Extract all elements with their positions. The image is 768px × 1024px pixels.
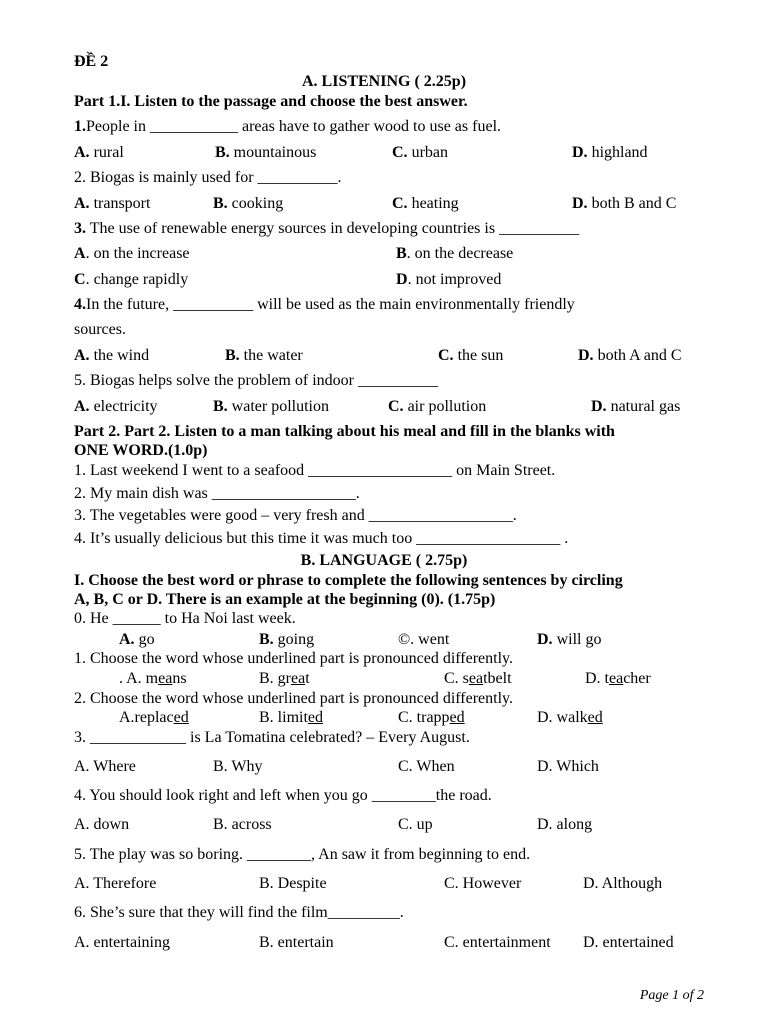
question-1: 1.People in ___________ areas have to gather wood to use as fuel.	[74, 118, 502, 135]
question-3: 3. The use of renewable energy sources in developing countries is __________	[74, 220, 580, 237]
l5-option-c: C. However	[444, 875, 522, 892]
page-number: Page 1 of 2	[639, 988, 704, 1003]
q0-option-b: B. going	[259, 631, 315, 648]
l6-option-d: D. entertained	[583, 934, 674, 951]
part1-title: Part 1.I. Listen to the passage and choose the best answer.	[74, 93, 468, 110]
language-question-5: 5. The play was so boring. ________, An saw it from beginning to end.	[74, 846, 531, 863]
l4-option-d: D. along	[537, 816, 593, 833]
l4-option-b: B. across	[213, 816, 272, 833]
part2-item-4: 4. It’s usually delicious but this time it was much too __________________ .	[74, 530, 569, 547]
l5-option-d: D. Although	[583, 875, 663, 892]
language-title-line2: A, B, C or D. There is an example at the beginning (0). (1.75p)	[74, 591, 496, 608]
q1-option-a: A. rural	[74, 144, 124, 161]
q0-option-d: D. will go	[537, 631, 602, 648]
part2-title-line1: Part 2. Part 2. Listen to a man talking about his meal and fill in the blanks with	[74, 423, 615, 440]
l6-option-b: B. entertain	[259, 934, 334, 951]
l3-option-c: C. When	[398, 758, 455, 775]
q0-option-a: A. go	[119, 631, 155, 648]
l6-option-a: A. entertaining	[74, 934, 170, 951]
q2-option-a: A. transport	[74, 195, 151, 212]
q2-option-c: C. heating	[392, 195, 459, 212]
q5-option-c: C. air pollution	[388, 398, 487, 415]
l2-option-d: D. walked	[537, 709, 603, 726]
section-a-title: A. LISTENING ( 2.25p)	[301, 73, 467, 90]
q3-option-d: D. not improved	[396, 271, 502, 288]
l6-option-c: C. entertainment	[444, 934, 551, 951]
l4-option-c: C. up	[398, 816, 433, 833]
l1-option-c: C. seatbelt	[444, 670, 512, 687]
l3-option-a: A. Where	[74, 758, 136, 775]
q1-option-c: C. urban	[392, 144, 448, 161]
l3-option-d: D. Which	[537, 758, 599, 775]
q5-option-a: A. electricity	[74, 398, 158, 415]
question-4-continued: sources.	[74, 321, 126, 338]
l1-option-b: B. great	[259, 670, 310, 687]
question-0-example: 0. He ______ to Ha Noi last week.	[74, 610, 296, 627]
l1-option-d: D. teacher	[585, 670, 651, 687]
section-b-title: B. LANGUAGE ( 2.75p)	[300, 552, 468, 569]
l5-option-b: B. Despite	[259, 875, 327, 892]
q3-option-c: C. change rapidly	[74, 271, 189, 288]
l1-option-a: . A. means	[119, 670, 187, 687]
l5-option-a: A. Therefore	[74, 875, 157, 892]
q4-option-b: B. the water	[225, 347, 303, 364]
language-question-6: 6. She’s sure that they will find the film_________.	[74, 904, 404, 921]
q3-option-b: B. on the decrease	[396, 245, 514, 262]
q4-option-c: C. the sun	[438, 347, 504, 364]
q2-option-d: D. both B and C	[572, 195, 677, 212]
q1-option-d: D. highland	[572, 144, 648, 161]
l2-option-a: A.replaced	[119, 709, 189, 726]
l2-option-c: C. trapped	[398, 709, 465, 726]
q2-option-b: B. cooking	[213, 195, 284, 212]
q3-option-a: A. on the increase	[74, 245, 190, 262]
q5-option-d: D. natural gas	[591, 398, 681, 415]
l3-option-b: B. Why	[213, 758, 263, 775]
q4-option-d: D. both A and C	[578, 347, 682, 364]
question-2: 2. Biogas is mainly used for __________.	[74, 169, 342, 186]
part2-item-1: 1. Last weekend I went to a seafood __________________ on Main Street.	[74, 462, 556, 479]
part2-title-line2: ONE WORD.(1.0p)	[74, 442, 208, 459]
part2-item-2: 2. My main dish was __________________.	[74, 485, 360, 502]
exam-header: ĐỀ 2	[74, 53, 109, 70]
language-question-2: 2. Choose the word whose underlined part is pronounced differently.	[74, 690, 514, 707]
l2-option-b: B. limited	[259, 709, 324, 726]
question-5: 5. Biogas helps solve the problem of indoor __________	[74, 372, 438, 389]
q4-option-a: A. the wind	[74, 347, 150, 364]
l4-option-a: A. down	[74, 816, 130, 833]
language-question-1: 1. Choose the word whose underlined part is pronounced differently.	[74, 650, 514, 667]
language-question-3: 3. ____________ is La Tomatina celebrated? – Every August.	[74, 729, 470, 746]
q1-option-b: B. mountainous	[215, 144, 317, 161]
language-question-4: 4. You should look right and left when you go ________the road.	[74, 787, 492, 804]
question-4: 4.In the future, __________ will be used as the main environmentally friendly	[74, 296, 575, 313]
language-title-line1: I. Choose the best word or phrase to complete the following sentences by circling	[74, 572, 623, 589]
q0-option-c: ©. went	[398, 631, 450, 648]
q5-option-b: B. water pollution	[213, 398, 329, 415]
part2-item-3: 3. The vegetables were good – very fresh and __________________.	[74, 507, 517, 524]
